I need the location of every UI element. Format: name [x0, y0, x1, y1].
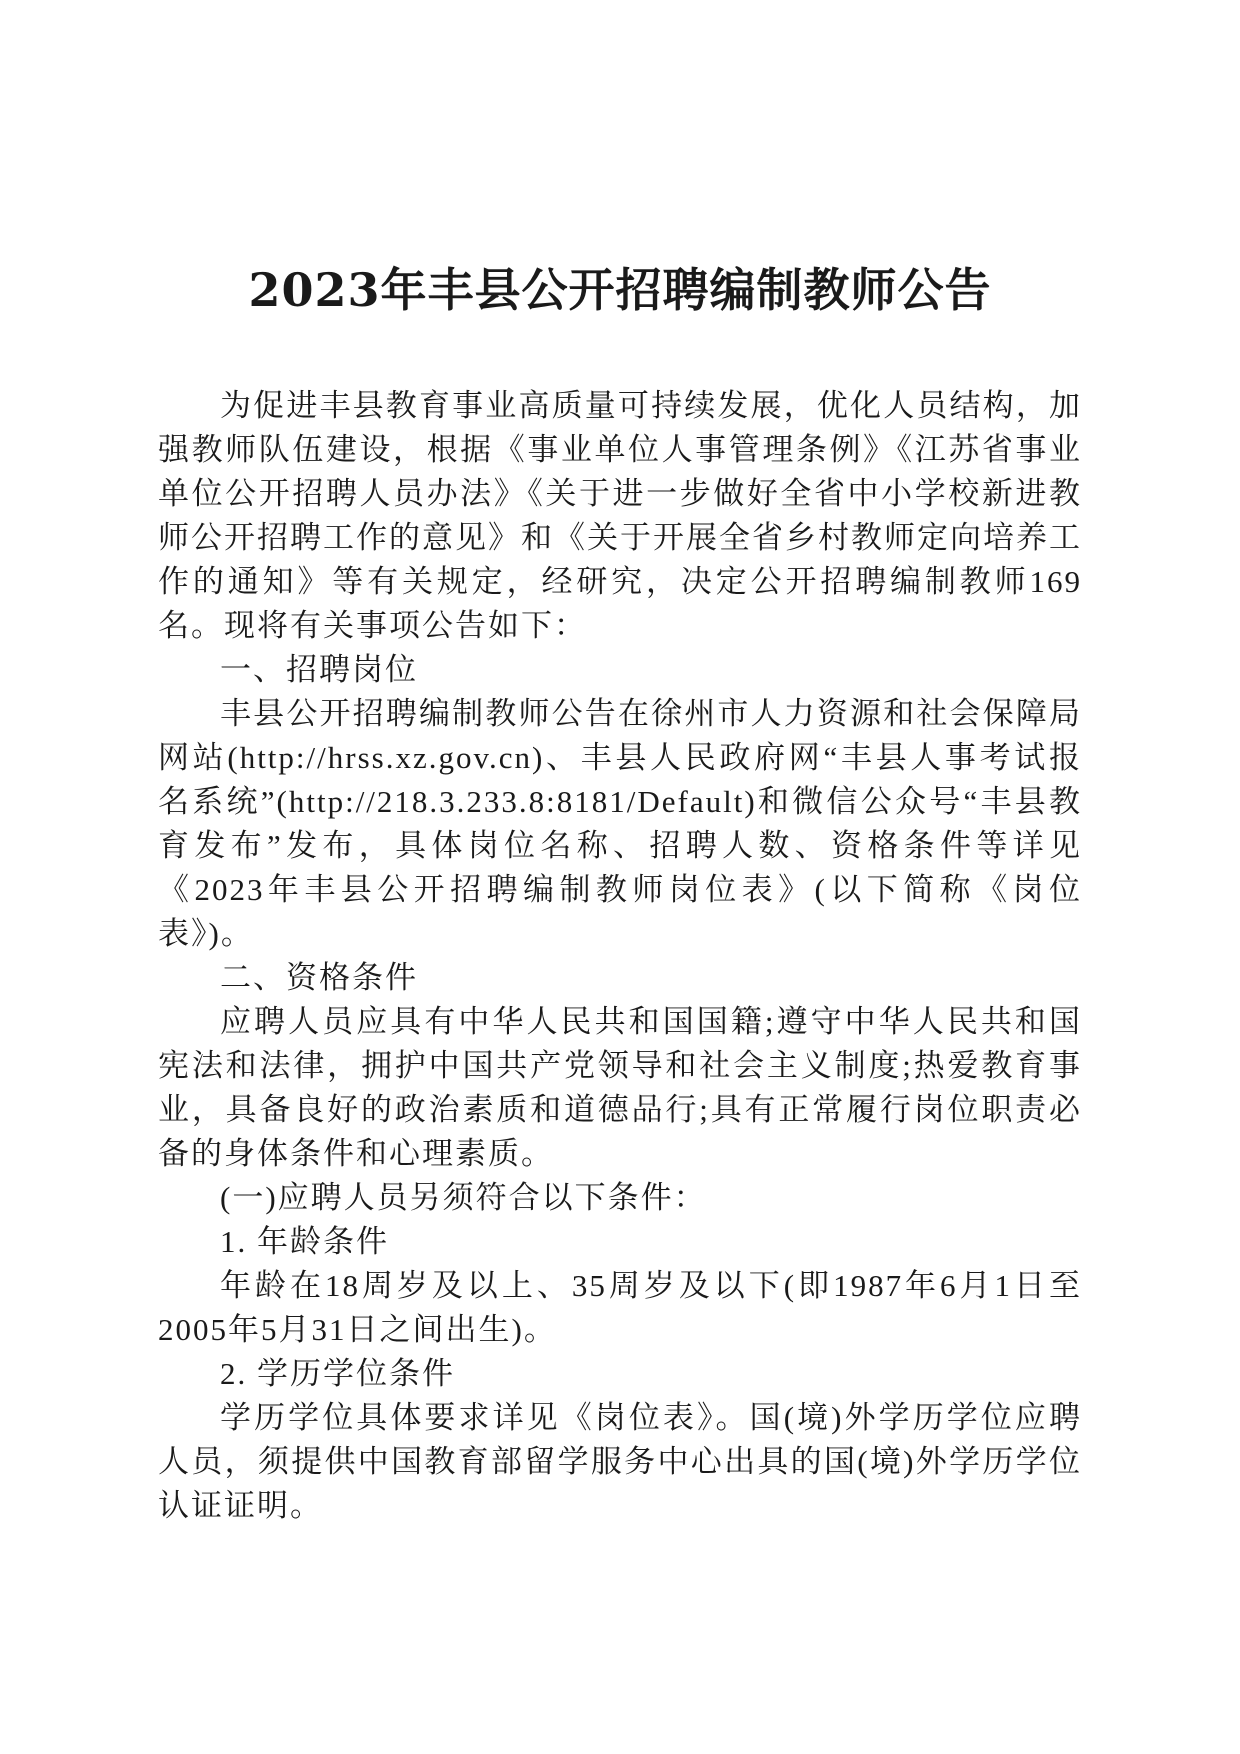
- intro-paragraph: 为促进丰县教育事业高质量可持续发展，优化人员结构，加强教师队伍建设，根据《事业单位人事管理条例》《江苏省事业单位公开招聘人员办法》《关于进一步做好全省中小学校新进教师公开招聘工作的意见》和《关于开展全省乡村教师定向培养工作的通知》等有关规定，经研究，决定公开招聘编制教师169名。现将有关事项公告如下：: [158, 388, 1082, 643]
- positions-paragraph: 丰县公开招聘编制教师公告在徐州市人力资源和社会保障局网站(http://hrss.xz.gov.cn)、丰县人民政府网“丰县人事考试报名系统”(http://218.3.233.8:8181/Default)和微信公众号“丰县教育发布”发布，具体岗位名称、招聘人数、资格条件等详见《2023年丰县公开招聘编制教师岗位表》(以下简称《岗位表》)。: [158, 696, 1082, 951]
- document-body: [158, 384, 1082, 1528]
- item-heading-education: 2. 学历学位条件: [220, 1356, 455, 1391]
- item-heading-age: 1. 年龄条件: [220, 1224, 389, 1259]
- document-title: 2023年丰县公开招聘编制教师公告: [248, 263, 992, 317]
- education-paragraph: 学历学位具体要求详见《岗位表》。国(境)外学历学位应聘人员，须提供中国教育部留学服务中心出具的国(境)外学历学位认证证明。: [158, 1400, 1082, 1523]
- section-heading-positions: 一、招聘岗位: [220, 652, 418, 688]
- age-paragraph: 年龄在18周岁及以上、35周岁及以下(即1987年6月1日至2005年5月31日之间出生)。: [158, 1268, 1082, 1347]
- subsection-heading-conditions: (一)应聘人员另须符合以下条件：: [220, 1180, 707, 1215]
- qualifications-paragraph: 应聘人员应具有中华人民共和国国籍;遵守中华人民共和国宪法和法律，拥护中国共产党领导和社会主义制度;热爱教育事业，具备良好的政治素质和道德品行;具有正常履行岗位职责必备的身体条件和心理素质。: [158, 1004, 1082, 1171]
- section-heading-qualifications: 二、资格条件: [220, 960, 418, 996]
